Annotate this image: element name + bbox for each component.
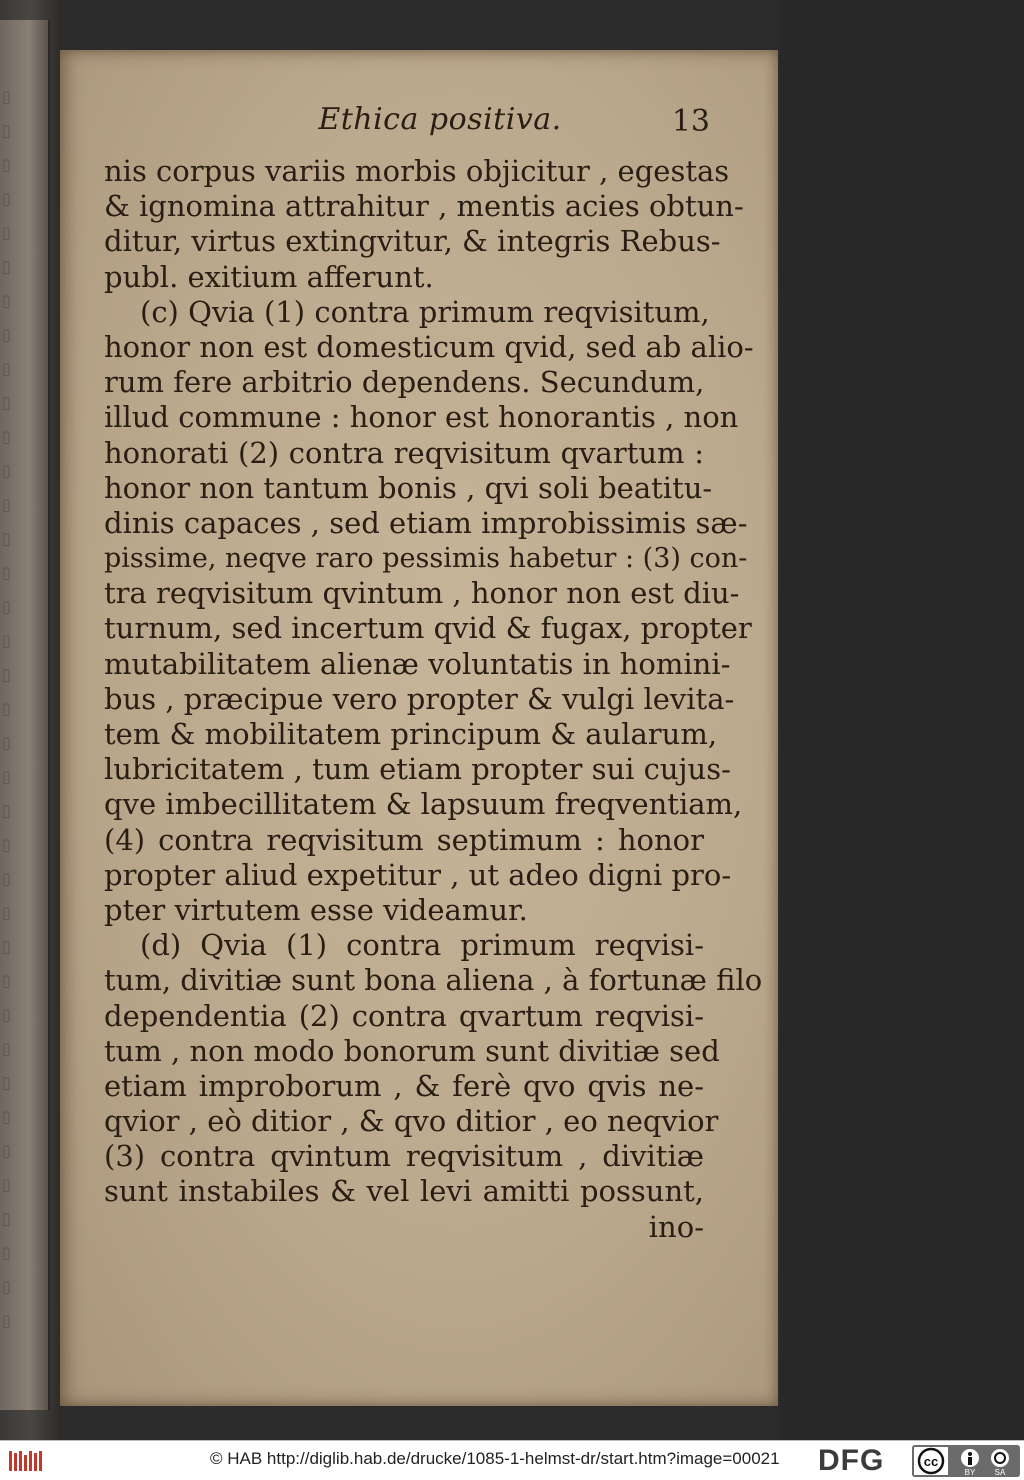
text-line: (d) Qvia (1) contra primum reqvisi-: [140, 928, 704, 963]
book-page: [60, 50, 778, 1406]
page-number: 13: [671, 104, 710, 139]
catchword: ino-: [648, 1209, 704, 1244]
text-line: tem & mobilitatem principum & aularum,: [104, 717, 718, 751]
dfg-logo[interactable]: DFG: [818, 1444, 885, 1477]
text-line: qve imbecillitatem & lapsuum freqventiam,: [104, 787, 743, 822]
text-line: honor non est domesticum qvid, sed ab alio-: [104, 329, 754, 364]
text-line: lubricitatem , tum etiam propter sui cujus-: [104, 752, 731, 787]
text-line: pter virtutem esse videamur.: [104, 892, 528, 927]
text-line: (c) Qvia (1) contra primum reqvisitum,: [140, 294, 710, 329]
text-line: nis corpus variis morbis objicitur , egestas: [104, 154, 730, 188]
text-line: honorati (2) contra reqvisitum qvartum :: [104, 435, 704, 470]
creative-commons-icon[interactable]: [912, 1445, 1020, 1477]
text-line: etiam improborum , & ferè qvo qvis ne-: [104, 1068, 704, 1103]
text-line: turnum, sed incertum qvid & fugax, propter: [104, 611, 752, 646]
svg-text:BY: BY: [964, 1468, 976, 1477]
right-background: [780, 0, 1024, 1440]
running-head: Ethica positiva.: [318, 102, 562, 137]
previous-page-edge: [0, 20, 50, 1410]
text-line: tum , non modo bonorum sunt divitiæ sed: [104, 1033, 720, 1068]
text-line: dinis capaces , sed etiam improbissimis sæ-: [104, 505, 748, 540]
text-line: rum fere arbitrio dependens. Secundum,: [104, 365, 705, 400]
bleed-through-text: ▯ ▯ ▯ ▯ ▯ ▯ ▯ ▯ ▯ ▯ ▯ ▯ ▯ ▯ ▯ ▯ ▯ ▯ ▯ ▯ ▯ ▯ ▯ ▯ ▯ ▯ ▯ ▯ ▯ ▯ ▯ ▯ ▯ ▯ ▯ ▯ ▯: [2, 87, 11, 1330]
text-line: propter aliud expetitur , ut adeo digni pro-: [104, 857, 732, 892]
text-line: honor non tantum bonis , qvi soli beatitu-: [104, 470, 713, 505]
text-line: bus , præcipue vero propter & vulgi levita-: [104, 681, 735, 716]
text-line: (3) contra qvintum reqvisitum , divitiæ: [104, 1139, 704, 1174]
text-line: tra reqvisitum qvintum , honor non est diu-: [104, 576, 740, 611]
svg-text:SA: SA: [994, 1468, 1006, 1477]
svg-text:cc: cc: [923, 1454, 939, 1469]
footer-bar: [0, 1440, 1024, 1480]
attribution-icon: [961, 1449, 979, 1467]
text-line: mutabilitatem alienæ voluntatis in homini-: [104, 646, 731, 681]
text-line: sunt instabiles & vel levi amitti possunt,: [104, 1174, 704, 1209]
text-line: illud commune : honor est honorantis , non: [104, 400, 739, 435]
share-alike-icon: [991, 1449, 1009, 1467]
page-text: [104, 154, 763, 1245]
text-line: ditur, virtus extingvitur, & integris Rebus-: [104, 224, 721, 259]
text-line: qvior , eò ditior , & qvo ditior , eo neqvior: [104, 1104, 719, 1139]
text-line: (4) contra reqvisitum septimum : honor: [104, 822, 704, 857]
text-line: pissime, neqve raro pessimis habetur : (3) con-: [104, 543, 748, 575]
text-line: publ. exitium afferunt.: [104, 259, 434, 294]
text-line: tum, divitiæ sunt bona aliena , à fortunæ filo: [104, 963, 763, 998]
text-line: dependentia (2) contra qvartum reqvisi-: [104, 998, 704, 1033]
bars-logo-icon[interactable]: [8, 1449, 44, 1473]
copyright-link[interactable]: © HAB http://diglib.hab.de/drucke/1085-1-helmst-dr/start.htm?image=00021: [210, 1449, 780, 1468]
text-line: & ignomina attrahitur , mentis acies obtun-: [104, 189, 744, 224]
